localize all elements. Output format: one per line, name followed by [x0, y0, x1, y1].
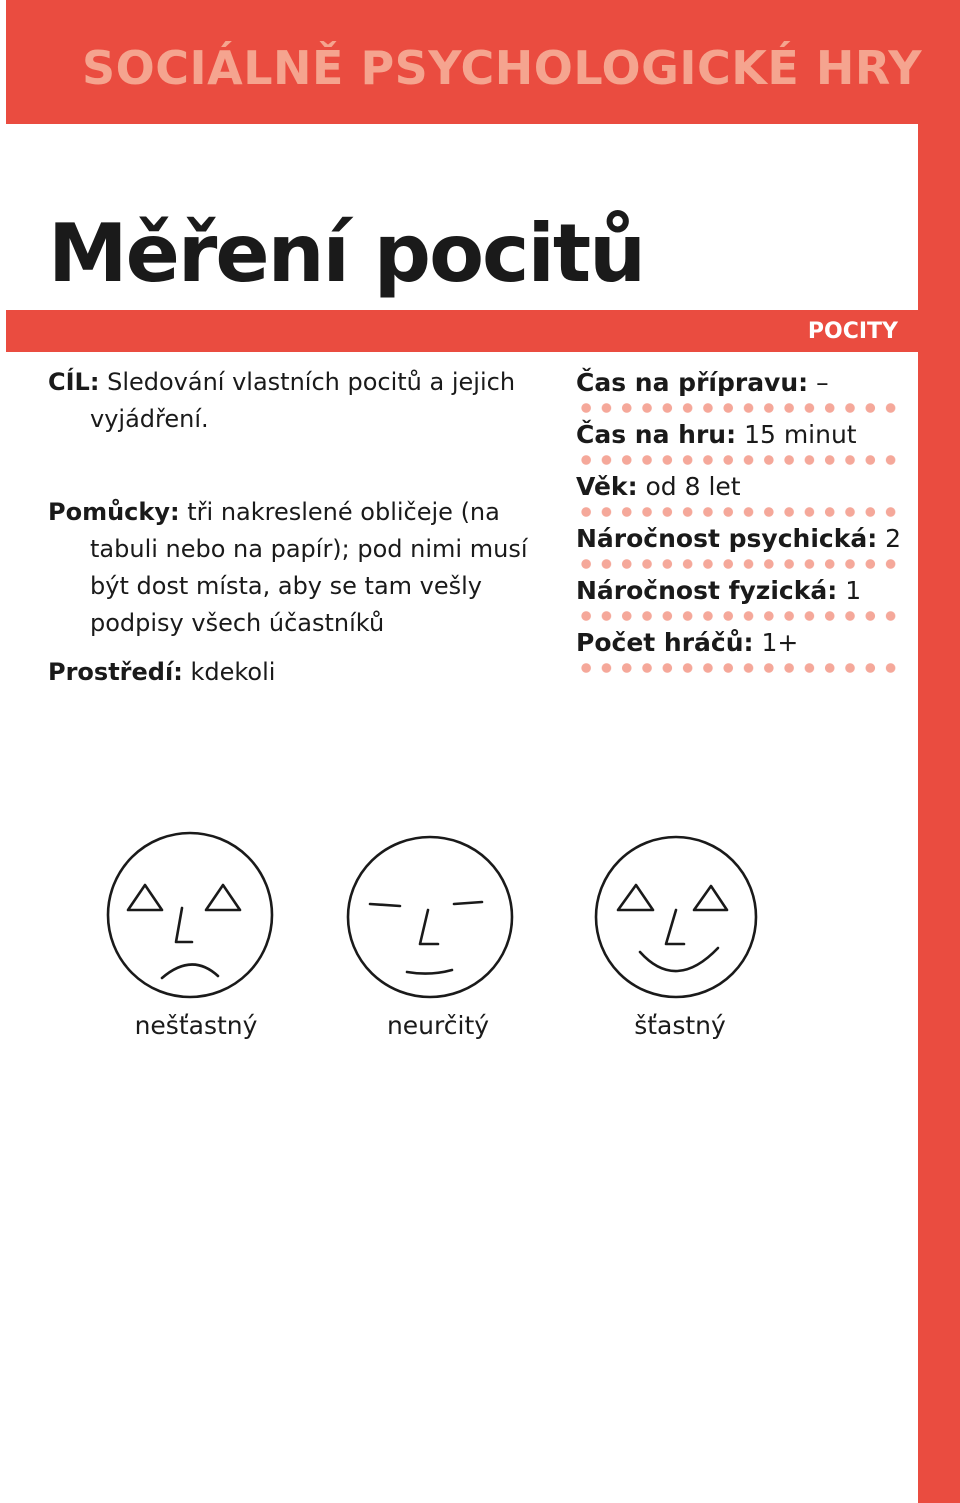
info-value: – [816, 368, 829, 397]
goal-text: Sledování vlastních pocitů a jejich vyjádření. [90, 368, 516, 433]
face-label-neutral: neurčitý [386, 1011, 490, 1040]
series-title: SOCIÁLNĚ PSYCHOLOGICKÉ HRY [82, 41, 923, 95]
sad-face-icon [108, 833, 272, 997]
info-row-phys-difficulty [576, 572, 900, 624]
info-row-prep-time [576, 364, 900, 416]
dotted-divider [576, 506, 900, 518]
info-row-players [576, 624, 900, 676]
info-label: Věk: [576, 472, 638, 501]
info-row-play-time [576, 416, 900, 468]
face-label-sad: nešťastný [134, 1011, 258, 1040]
page-title: Měření pocitů [48, 207, 645, 300]
environment-text: kdekoli [190, 658, 276, 686]
dotted-divider [576, 662, 900, 674]
faces-illustration [0, 820, 918, 1060]
info-label: Náročnost fyzická: [576, 576, 838, 605]
info-column [576, 364, 900, 676]
goal-label: CÍL: [48, 368, 100, 396]
page-edge-bar [918, 0, 960, 1503]
category-band [6, 310, 918, 352]
dotted-divider [576, 454, 900, 466]
environment-paragraph [48, 654, 568, 691]
info-value: od 8 let [645, 472, 741, 501]
face-label-happy: šťastný [634, 1011, 726, 1040]
info-row-psych-difficulty [576, 520, 900, 572]
goal-paragraph [48, 364, 568, 438]
tools-label: Pomůcky: [48, 498, 180, 526]
faces-drawing [0, 820, 918, 1010]
info-value: 1+ [761, 628, 799, 657]
info-row-age [576, 468, 900, 520]
happy-face-icon [596, 837, 756, 997]
dotted-divider [576, 558, 900, 570]
dotted-divider [576, 610, 900, 622]
info-label: Počet hráčů: [576, 628, 754, 657]
category-label: POCITY [807, 319, 898, 344]
info-label: Čas na hru: [576, 420, 737, 449]
info-value: 15 minut [744, 420, 857, 449]
tools-paragraph [48, 494, 568, 642]
info-label: Čas na přípravu: [576, 368, 809, 397]
details-column [48, 364, 568, 691]
info-value: 2 [885, 524, 902, 553]
info-label: Náročnost psychická: [576, 524, 878, 553]
neutral-face-icon [348, 837, 512, 997]
dotted-divider [576, 402, 900, 414]
info-value: 1 [845, 576, 862, 605]
tools-text: tři nakreslené obličeje (na tabuli nebo na papír); pod nimi musí být dost místa, aby se tam vešly podpisy všech účastníků [90, 498, 528, 637]
environment-label: Prostředí: [48, 658, 183, 686]
